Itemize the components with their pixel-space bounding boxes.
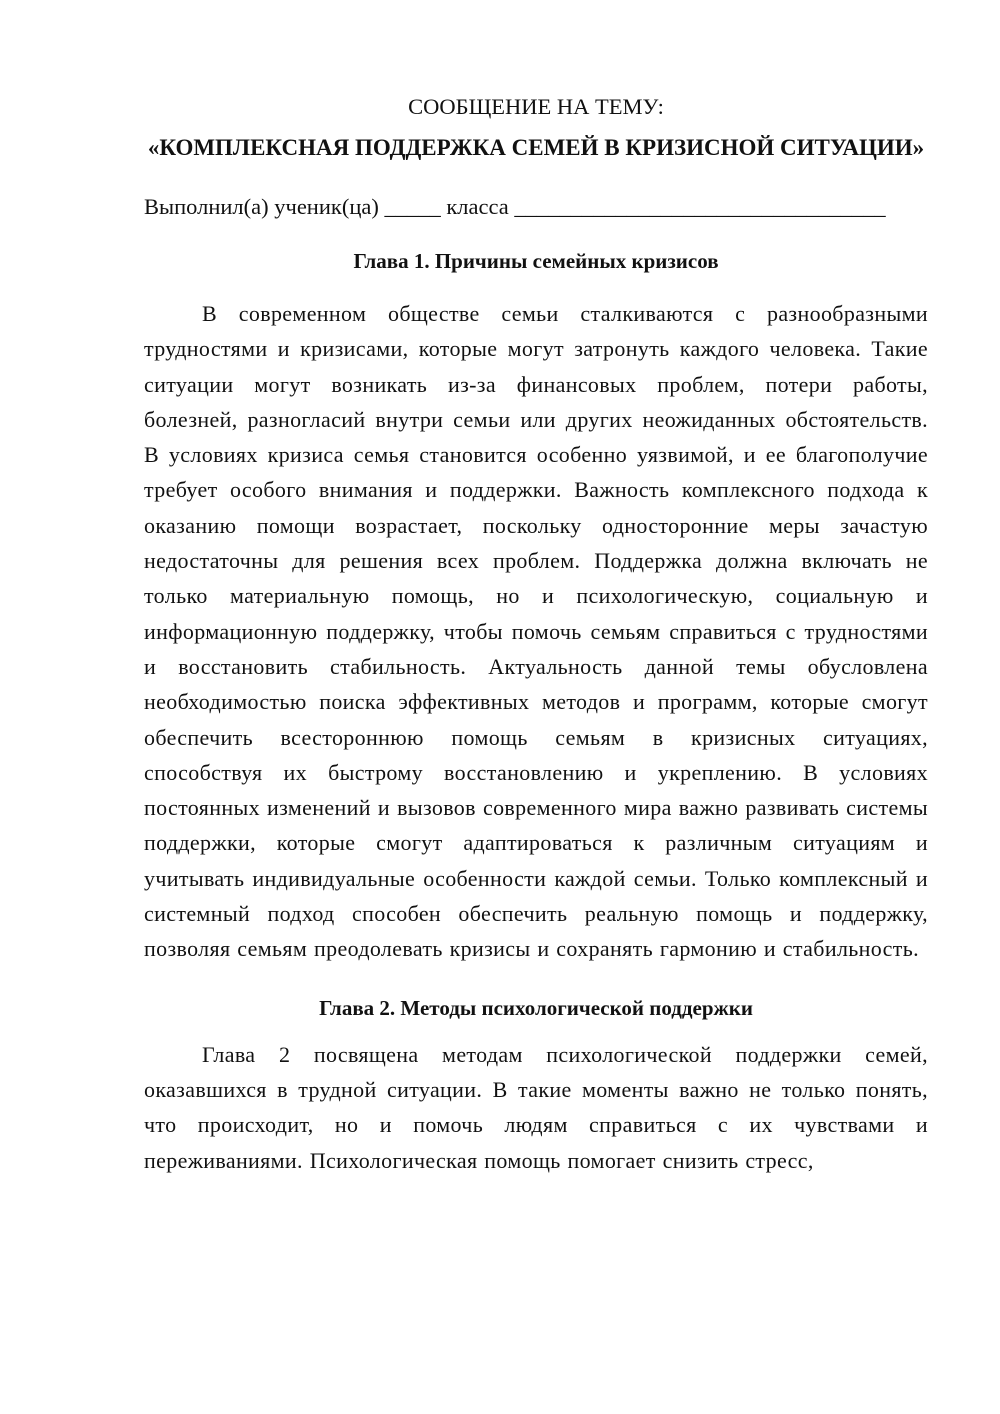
chapter-1-paragraph: В современном обществе семьи сталкиваются с разнообразными трудностями и кризисами, которые могут затронуть каждого человека. Такие ситуации могут возникать из-за финансовых проблем, потери работы, болезней, разногласий внутри семьи или других неожиданных обстоятельств. В условиях кризиса семья становится особенно уязвимой, и ее благополучие требует особого внимания и поддержки. Важность комплексного подхода к оказанию помощи возрастает, поскольку односторонние меры зачастую недостаточны для решения всех проблем. Поддержка должна включать не только материальную помощь, но и психологическую, социальную и информационную поддержку, чтобы помочь семьям справиться с трудностями и восстановить стабильность. Актуальность данной темы обусловлена необходимостью поиска эффективных методов и программ, которые смогут обеспечить всестороннюю помощь семьям в кризисных ситуациях, способствуя их быстрому восстановлению и укреплению. В условиях постоянных изменений и вызовов современного мира важно развивать системы поддержки, которые смогут адаптироваться к различным ситуациям и учитывать индивидуальные особенности каждой семьи. Только комплексный и системный подход способен обеспечить реальную помощь и поддержку, позволяя семьям преодолевать кризисы и сохранять гармонию и стабильность. bbox=[144, 301, 928, 962]
author-line: Выполнил(а) ученик(ца) _____ класса _________________________________ bbox=[144, 194, 886, 219]
document-title: «КОМПЛЕКСНАЯ ПОДДЕРЖКА СЕМЕЙ В КРИЗИСНОЙ СИТУАЦИИ» bbox=[147, 135, 925, 160]
document-header: СООБЩЕНИЕ НА ТЕМУ: bbox=[408, 94, 664, 119]
chapter-2-heading: Глава 2. Методы психологической поддержки bbox=[319, 995, 753, 1020]
chapter-1-heading: Глава 1. Причины семейных кризисов bbox=[353, 249, 719, 273]
chapter-2-paragraph: Глава 2 посвящена методам психологической поддержки семей, оказавшихся в трудной ситуации. В такие моменты важно не только понять, что происходит, но и помочь людям справиться с их чувствами и переживаниями. Психологическая помощь помогает снизить стресс, bbox=[144, 1041, 928, 1173]
document-page bbox=[144, 92, 928, 1178]
